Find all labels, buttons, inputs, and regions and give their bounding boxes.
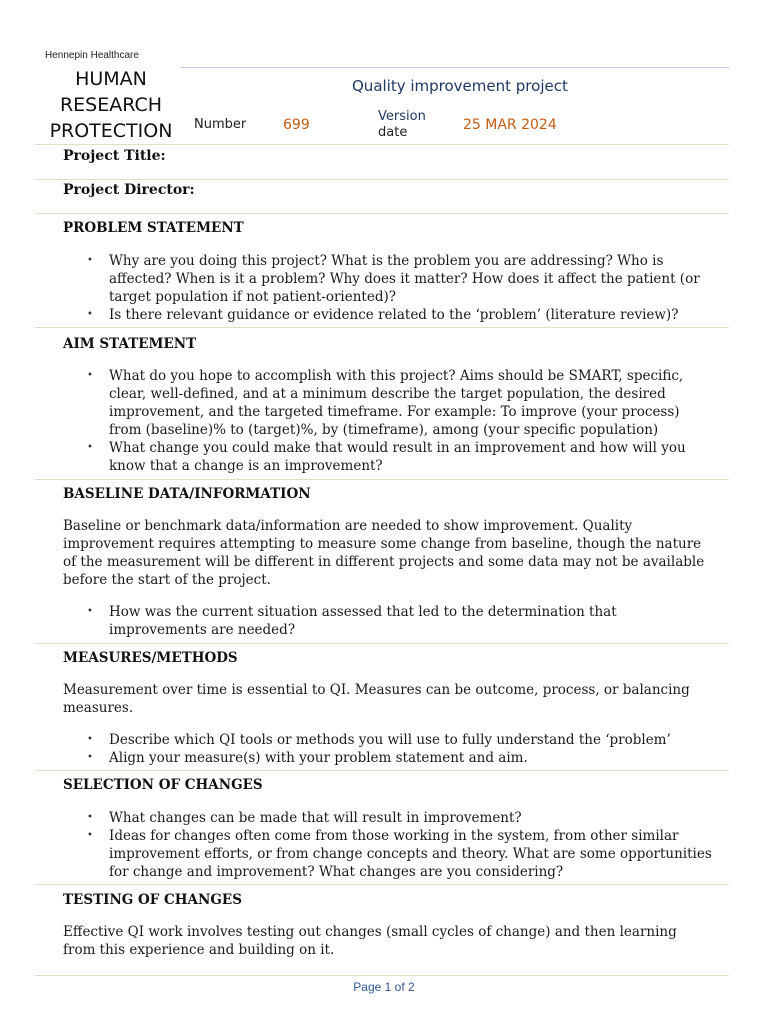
list-item: [63, 731, 713, 749]
department-name: [38, 66, 184, 144]
bullet-icon: •: [87, 734, 93, 745]
divider: [35, 884, 729, 885]
measures-list: [63, 731, 713, 767]
department-line: HUMAN: [75, 68, 147, 90]
aim-statement-heading: AIM STATEMENT: [63, 336, 197, 352]
version-date-value: 25 MAR 2024: [463, 117, 557, 133]
header-rule: [180, 67, 729, 68]
date-label: date: [378, 125, 408, 140]
baseline-list: [63, 603, 713, 639]
version-label: Version: [378, 109, 426, 124]
list-item: [63, 809, 713, 827]
problem-statement-heading: PROBLEM STATEMENT: [63, 220, 244, 236]
selection-list: [63, 809, 713, 881]
baseline-paragraph: Baseline or benchmark data/information are needed to show improvement. Quality improvement requires attempting to measure some change from baseline, though the nature of the measurement will be different in different projects and some data may not be available before the start of the project.: [63, 518, 705, 588]
list-item-text: Ideas for changes often come from those working in the system, from other similar improvement efforts, or from change concepts and theory. What are some opportunities for change and improvement? What changes are you considering?: [109, 828, 712, 880]
list-item-text: What change you could make that would result in an improvement and how will you know that a change is an improvement?: [109, 440, 686, 474]
divider: [35, 479, 729, 480]
bullet-icon: •: [87, 606, 93, 617]
testing-paragraph: Effective QI work involves testing out changes (small cycles of change) and then learning from this experience and building on it.: [63, 924, 677, 958]
list-item-text: Why are you doing this project? What is the problem you are addressing? Who is affected? When is it a problem? Why does it matter? How does it affect the patient (or target population if not patient-oriented)?: [109, 253, 700, 305]
project-title-label: Project Title:: [63, 148, 166, 164]
list-item: [63, 603, 713, 639]
divider: [35, 643, 729, 644]
bullet-icon: •: [87, 370, 93, 381]
baseline-heading: BASELINE DATA/INFORMATION: [63, 486, 311, 502]
list-item: [63, 827, 713, 881]
testing-heading: TESTING OF CHANGES: [63, 892, 242, 908]
selection-heading: SELECTION OF CHANGES: [63, 777, 263, 793]
list-item-text: Describe which QI tools or methods you will use to fully understand the ‘problem’: [109, 732, 671, 748]
project-director-label: Project Director:: [63, 182, 195, 198]
footer-rule: [35, 975, 729, 976]
organization-name: Hennepin Healthcare: [45, 50, 139, 61]
bullet-icon: •: [87, 255, 93, 266]
number-label: Number: [194, 117, 247, 132]
divider: [35, 213, 729, 214]
bullet-icon: •: [87, 830, 93, 841]
measures-paragraph: Measurement over time is essential to QI. Measures can be outcome, process, or balancing measures.: [63, 682, 690, 716]
bullet-icon: •: [87, 812, 93, 823]
list-item: [63, 306, 713, 324]
list-item: [63, 439, 713, 475]
list-item: [63, 749, 713, 767]
divider: [35, 179, 729, 180]
list-item-text: What do you hope to accomplish with this project? Aims should be SMART, specific, clear, well-defined, and at a minimum describe the target population, the desired improvement, and the targeted timeframe. For example: To improve (your process) from (baseline)% to (target)%, by (timeframe), among (your specific population): [109, 368, 684, 438]
number-value: 699: [283, 117, 310, 133]
list-item-text: How was the current situation assessed that led to the determination that improvements are needed?: [109, 604, 617, 638]
divider: [35, 770, 729, 771]
problem-statement-list: [63, 252, 713, 324]
bullet-icon: •: [87, 309, 93, 320]
department-line: RESEARCH: [59, 94, 163, 116]
measures-heading: MEASURES/METHODS: [63, 650, 238, 666]
divider: [35, 144, 729, 145]
page-number: Page 1 of 2: [353, 980, 415, 994]
list-item-text: Align your measure(s) with your problem statement and aim.: [109, 750, 528, 766]
bullet-icon: •: [87, 442, 93, 453]
document-title: Quality improvement project: [352, 77, 568, 95]
list-item: [63, 252, 713, 306]
list-item: [63, 367, 713, 439]
divider: [35, 327, 729, 328]
aim-statement-list: [63, 367, 713, 475]
bullet-icon: •: [87, 752, 93, 763]
department-line: PROTECTION: [49, 120, 173, 142]
list-item-text: What changes can be made that will result in improvement?: [109, 810, 522, 826]
list-item-text: Is there relevant guidance or evidence related to the ‘problem’ (literature review)?: [109, 307, 679, 323]
